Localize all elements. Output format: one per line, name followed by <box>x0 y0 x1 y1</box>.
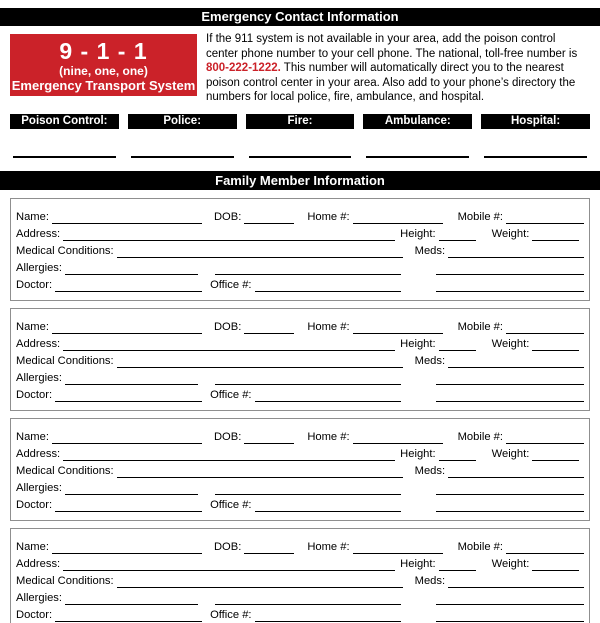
mobile-phone-fill-line <box>506 212 584 224</box>
member-row-allergies <box>16 258 584 275</box>
member-row-address <box>16 444 584 461</box>
dob-fill-line <box>244 322 294 334</box>
allergies-label: Allergies: <box>16 591 63 604</box>
dob-fill-line <box>244 542 294 554</box>
family-member-card <box>10 418 590 521</box>
allergies-fill-line-2 <box>215 373 401 385</box>
medical-conditions-fill-line <box>117 576 403 588</box>
meds-fill-line <box>448 356 584 368</box>
member-row-address <box>16 554 584 571</box>
member-row-name <box>16 207 584 224</box>
member-row-medical <box>16 461 584 478</box>
member-row-doctor <box>16 605 584 622</box>
hospital-fill-line <box>484 156 587 158</box>
medical-conditions-label: Medical Conditions: <box>16 574 114 587</box>
meds-fill-line-3 <box>436 610 584 622</box>
contact-label-ambulance: Ambulance: <box>363 114 472 129</box>
weight-fill-line <box>532 229 579 241</box>
member-row-allergies <box>16 478 584 495</box>
dob-label: DOB: <box>213 430 242 443</box>
dob-fill-line <box>244 432 294 444</box>
address-fill-line <box>63 559 395 571</box>
contact-label-fire: Fire: <box>246 114 355 129</box>
office-phone-fill-line <box>255 500 401 512</box>
poison-control-instructions <box>206 32 590 105</box>
section-header-family-member-label: Family Member Information <box>215 172 385 188</box>
meds-fill-line <box>448 466 584 478</box>
mobile-phone-label: Mobile #: <box>457 540 503 553</box>
office-phone-label: Office #: <box>210 278 252 291</box>
dob-label: DOB: <box>213 210 242 223</box>
member-row-medical <box>16 351 584 368</box>
emergency-contacts-labels-row <box>10 114 590 129</box>
doctor-fill-line <box>55 280 202 292</box>
doctor-fill-line <box>55 610 202 622</box>
meds-fill-line-2 <box>436 263 584 275</box>
911-number: 9 - 1 - 1 <box>59 37 148 64</box>
emergency-911-box <box>10 34 197 96</box>
member-row-medical <box>16 241 584 258</box>
doctor-label: Doctor: <box>16 388 53 401</box>
mobile-phone-label: Mobile #: <box>457 210 503 223</box>
section-header-emergency-contact-label: Emergency Contact Information <box>201 9 399 24</box>
family-member-card <box>10 308 590 411</box>
address-label: Address: <box>16 557 61 570</box>
allergies-fill-line <box>65 373 198 385</box>
member-row-address <box>16 224 584 241</box>
member-row-doctor <box>16 495 584 512</box>
height-fill-line <box>439 229 476 241</box>
height-label: Height: <box>400 447 436 460</box>
mobile-phone-fill-line <box>506 542 584 554</box>
911-subtitle: Emergency Transport System <box>11 77 196 93</box>
meds-fill-line-3 <box>436 500 584 512</box>
weight-fill-line <box>532 559 579 571</box>
fire-fill-line <box>249 156 352 158</box>
address-label: Address: <box>16 447 61 460</box>
name-fill-line <box>52 542 202 554</box>
medical-conditions-fill-line <box>117 466 403 478</box>
office-phone-label: Office #: <box>210 608 252 621</box>
family-member-card <box>10 528 590 623</box>
contact-label-police: Police: <box>128 114 237 129</box>
name-fill-line <box>52 322 202 334</box>
member-row-allergies <box>16 588 584 605</box>
home-phone-label: Home #: <box>307 210 350 223</box>
doctor-label: Doctor: <box>16 278 53 291</box>
medical-conditions-label: Medical Conditions: <box>16 464 114 477</box>
home-phone-label: Home #: <box>307 430 350 443</box>
member-row-doctor <box>16 275 584 292</box>
poison-control-fill-line <box>13 156 116 158</box>
office-phone-label: Office #: <box>210 498 252 511</box>
office-phone-fill-line <box>255 280 401 292</box>
allergies-fill-line <box>65 483 198 495</box>
address-fill-line <box>63 229 395 241</box>
office-phone-label: Office #: <box>210 388 252 401</box>
meds-label: Meds: <box>414 354 446 367</box>
meds-label: Meds: <box>414 574 446 587</box>
name-label: Name: <box>16 320 49 333</box>
section-header-emergency-contact <box>0 8 600 26</box>
emergency-contacts-fill-lines <box>10 156 590 158</box>
height-label: Height: <box>400 337 436 350</box>
medical-conditions-fill-line <box>117 246 403 258</box>
allergies-fill-line <box>65 593 198 605</box>
address-fill-line <box>63 449 395 461</box>
address-label: Address: <box>16 227 61 240</box>
address-label: Address: <box>16 337 61 350</box>
height-fill-line <box>439 559 476 571</box>
doctor-label: Doctor: <box>16 498 53 511</box>
page-content <box>0 31 600 158</box>
height-fill-line <box>439 339 476 351</box>
home-phone-label: Home #: <box>307 320 350 333</box>
weight-label: Weight: <box>491 447 530 460</box>
instructions-text-before: If the 911 system is not available in your area, add the poison control center phone number to your cell phone. The national, toll-free number is <box>206 33 578 60</box>
meds-fill-line <box>448 246 584 258</box>
name-fill-line <box>52 212 202 224</box>
meds-fill-line-2 <box>436 483 584 495</box>
dob-label: DOB: <box>213 540 242 553</box>
address-fill-line <box>63 339 395 351</box>
weight-fill-line <box>532 449 579 461</box>
poison-control-phone-number: 800-222-1222. <box>206 62 281 74</box>
allergies-fill-line-2 <box>215 483 401 495</box>
member-row-name <box>16 537 584 554</box>
member-row-medical <box>16 571 584 588</box>
weight-fill-line <box>532 339 579 351</box>
weight-label: Weight: <box>491 227 530 240</box>
home-phone-fill-line <box>353 212 443 224</box>
meds-fill-line-2 <box>436 373 584 385</box>
emergency-info-section <box>10 31 590 105</box>
weight-label: Weight: <box>491 557 530 570</box>
member-row-doctor <box>16 385 584 402</box>
allergies-fill-line-2 <box>215 593 401 605</box>
home-phone-fill-line <box>353 542 443 554</box>
contact-label-hospital: Hospital: <box>481 114 590 129</box>
height-fill-line <box>439 449 476 461</box>
mobile-phone-fill-line <box>506 432 584 444</box>
member-row-name <box>16 317 584 334</box>
medical-conditions-label: Medical Conditions: <box>16 354 114 367</box>
allergies-label: Allergies: <box>16 371 63 384</box>
family-member-card <box>10 198 590 301</box>
allergies-fill-line <box>65 263 198 275</box>
office-phone-fill-line <box>255 390 401 402</box>
instructions-text-after: This number will automatically direct you to the nearest poison control center in your area. Also add to your phone’s directory the numbers for local police, fire, ambulance, and hospital. <box>206 62 576 103</box>
height-label: Height: <box>400 227 436 240</box>
mobile-phone-label: Mobile #: <box>457 320 503 333</box>
name-fill-line <box>52 432 202 444</box>
home-phone-label: Home #: <box>307 540 350 553</box>
name-label: Name: <box>16 210 49 223</box>
section-header-family-member <box>0 171 600 190</box>
meds-fill-line-2 <box>436 593 584 605</box>
member-row-address <box>16 334 584 351</box>
doctor-fill-line <box>55 390 202 402</box>
contact-label-poison-control: Poison Control: <box>10 114 119 129</box>
dob-fill-line <box>244 212 294 224</box>
police-fill-line <box>131 156 234 158</box>
meds-label: Meds: <box>414 244 446 257</box>
doctor-label: Doctor: <box>16 608 53 621</box>
meds-fill-line <box>448 576 584 588</box>
height-label: Height: <box>400 557 436 570</box>
member-row-name <box>16 427 584 444</box>
meds-fill-line-3 <box>436 280 584 292</box>
mobile-phone-label: Mobile #: <box>457 430 503 443</box>
allergies-label: Allergies: <box>16 481 63 494</box>
member-row-allergies <box>16 368 584 385</box>
weight-label: Weight: <box>491 337 530 350</box>
allergies-label: Allergies: <box>16 261 63 274</box>
office-phone-fill-line <box>255 610 401 622</box>
home-phone-fill-line <box>353 322 443 334</box>
home-phone-fill-line <box>353 432 443 444</box>
name-label: Name: <box>16 540 49 553</box>
medical-conditions-label: Medical Conditions: <box>16 244 114 257</box>
dob-label: DOB: <box>213 320 242 333</box>
name-label: Name: <box>16 430 49 443</box>
doctor-fill-line <box>55 500 202 512</box>
ambulance-fill-line <box>366 156 469 158</box>
meds-fill-line-3 <box>436 390 584 402</box>
mobile-phone-fill-line <box>506 322 584 334</box>
meds-label: Meds: <box>414 464 446 477</box>
allergies-fill-line-2 <box>215 263 401 275</box>
medical-conditions-fill-line <box>117 356 403 368</box>
911-words: (nine, one, one) <box>59 63 148 78</box>
family-members-list <box>0 198 600 623</box>
